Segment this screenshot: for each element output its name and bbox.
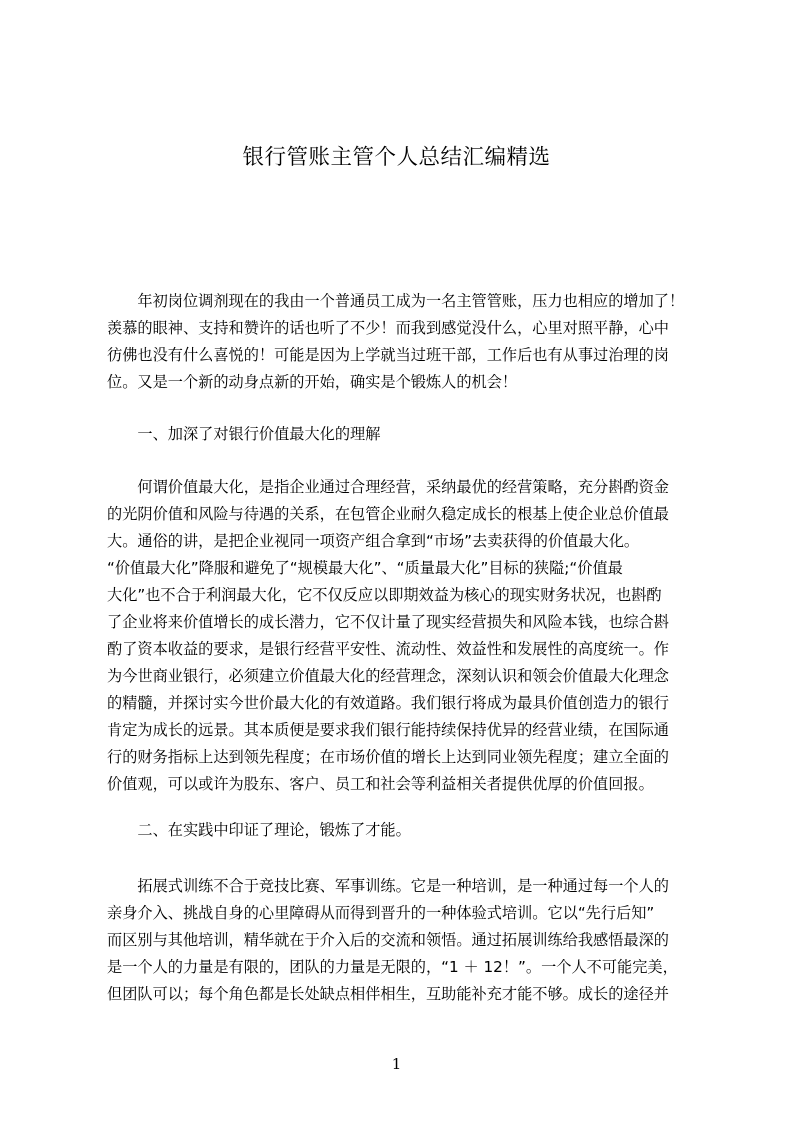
text-line: 大。通俗的讲，是把企业视同一项资产组合拿到“市场”去卖获得的价值最大化。 — [107, 532, 640, 550]
section-heading-2 — [107, 817, 707, 844]
text-line: 亲身介入、挑战自身的心里障碍从而得到晋升的一种体验式培训。它以“先行后知” — [107, 904, 655, 922]
text-line: 彷佛也没有什么喜悦的！可能是因为上学就当过班干部，工作后也有从事过治理的岗 — [107, 346, 669, 364]
text-line: 拓展式训练不合于竞技比赛、军事训练。它是一种培训，是一种通过每一个人的 — [107, 877, 669, 895]
text-line: 价值观，可以或许为股东、客户、员工和社会等利益相关者提供优厚的价值回报。 — [107, 775, 654, 793]
text-line: 的精髓，并探讨实今世价最大化的有效道路。我们银行将成为最具价值创造力的银行 — [107, 694, 669, 712]
text-line: 的光阴价值和风险与待遇的关系，在包管企业耐久稳定成长的根基上使企业总价值最 — [107, 505, 669, 523]
text-line: 而区别与其他培训，精华就在于介入后的交流和领悟。通过拓展训练给我感悟最深的 — [107, 931, 669, 949]
training-paragraph — [107, 873, 707, 1008]
text-line: 是一个人的力量是有限的，团队的力量是无限的，“1 ＋ 12！”。一个人不可能完美， — [107, 958, 678, 976]
text-line: 大化”也不合于利润最大化，它不仅反应以即期效益为核心的现实财务状况，也斟酌 — [107, 586, 662, 604]
text-line: 为今世商业银行，必须建立价值最大化的经营理念，深刻认识和领会价值最大化理念 — [107, 667, 669, 685]
text-line: 了企业将来价值增长的成长潜力，它不仅计量了现实经营损失和风险本钱，也综合斟 — [107, 613, 669, 631]
value-maximization-paragraph — [107, 474, 707, 798]
page-number: 1 — [391, 1055, 402, 1073]
intro-paragraph — [107, 288, 707, 396]
text-line: 行的财务指标上达到领先程度；在市场价值的增长上达到同业领先程度；建立全面的 — [107, 748, 669, 766]
text-line: “价值最大化”降服和避免了“规模最大化”、“质量最大化”目标的狭隘;“价值最 — [107, 559, 623, 577]
text-line: 位。又是一个新的动身点新的开始，确实是个锻炼人的机会！ — [107, 373, 518, 391]
text-line: 年初岗位调剂现在的我由一个普通员工成为一名主管管账，压力也相应的增加了！ — [107, 292, 685, 310]
text-line: 羡慕的眼神、支持和赞许的话也听了不少！而我到感觉没什么，心里对照平静，心中 — [107, 319, 669, 337]
document-title: 银行管账主管个人总结汇编精选 — [242, 145, 551, 170]
text-line: 但团队可以；每个角色都是长处缺点相伴相生，互助能补充才能不够。成长的途径并 — [107, 985, 669, 1003]
section-heading-text: 二、在实践中印证了理论，锻炼了才能。 — [107, 821, 411, 839]
text-line: 酌了资本收益的要求，是银行经营平安性、流动性、效益性和发展性的高度统一。作 — [107, 640, 669, 658]
text-line: 肯定为成长的远景。其本质便是要求我们银行能持续保持优异的经营业绩，在国际通 — [107, 721, 669, 739]
section-heading-text: 一、加深了对银行价值最大化的理解 — [107, 425, 381, 443]
text-line: 何谓价值最大化，是指企业通过合理经营，采纳最优的经营策略，充分斟酌资金 — [107, 478, 669, 496]
section-heading-1 — [107, 421, 707, 448]
